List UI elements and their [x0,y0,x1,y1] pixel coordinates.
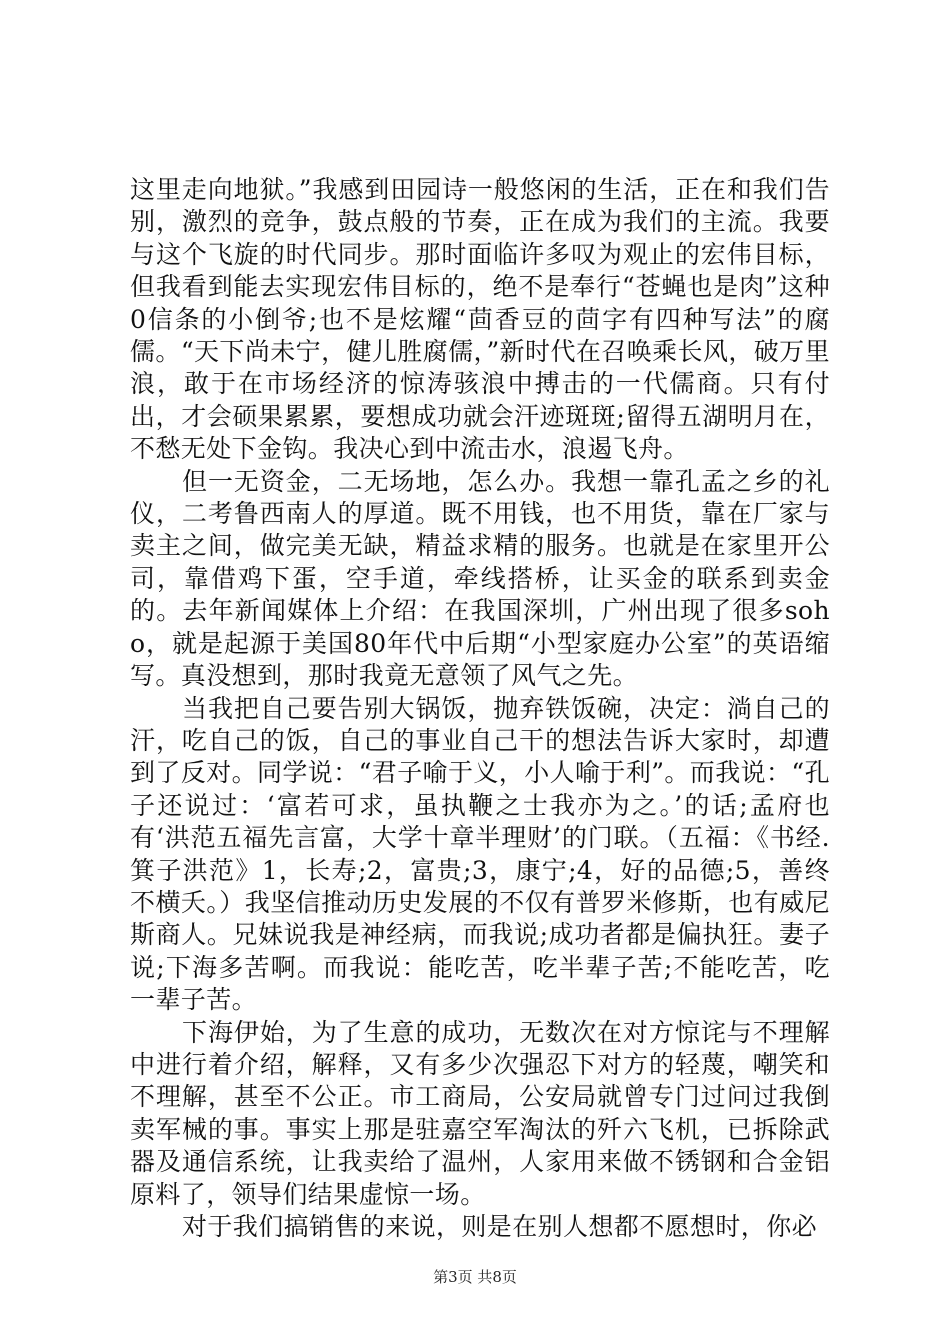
body-text [130,174,830,1243]
paragraph-4: 下海伊始，为了生意的成功，无数次在对方惊诧与不理解中进行着介绍，解释，又有多少次强忍下对方的轻蔑，嘲笑和不理解，甚至不公正。市工商局，公安局就曾专门过问过我倒卖军械的事。事实上那是驻嘉空军淘汰的歼六飞机，已拆除武器及通信系统，让我卖给了温州，人家用来做不锈钢和合金铝原料了，领导们结果虚惊一场。 [130,1017,830,1209]
paragraph-2: 但一无资金，二无场地，怎么办。我想一靠孔孟之乡的礼仪，二考鲁西南人的厚道。既不用钱，也不用货，靠在厂家与卖主之间，做完美无缺，精益求精的服务。也就是在家里开公司，靠借鸡下蛋，空手道，牵线搭桥，让买金的联系到卖金的。去年新闻媒体上介绍：在我国深圳，广州出现了很多soho，就是起源于美国80年代中后期“小型家庭办公室”的英语缩写。真没想到，那时我竟无意领了风气之先。 [130,466,830,691]
paragraph-3: 当我把自己要告别大锅饭，抛弃铁饭碗，决定：淌自己的汗，吃自己的饭，自己的事业自己干的想法告诉大家时，却遭到了反对。同学说：“君子喻于义，小人喻于利”。而我说：“孔子还说过：‘富若可求，虽执鞭之士我亦为之。’的话;孟府也有‘洪范五福先言富，大学十章半理财’的门联。（五福：《书经.箕子洪范》1，长寿;2，富贵;3，康宁;4，好的品德;5，善终不横夭。）我坚信推动历史发展的不仅有普罗米修斯，也有威尼斯商人。兄妹说我是神经病，而我说;成功者都是偏执狂。妻子说;下海多苦啊。而我说：能吃苦，吃半辈子苦;不能吃苦，吃一辈子苦。 [130,693,830,1015]
paragraph-1: 这里走向地狱。”我感到田园诗一般悠闲的生活，正在和我们告别，激烈的竞争，鼓点般的节奏，正在成为我们的主流。我要与这个飞旋的时代同步。那时面临许多叹为观止的宏伟目标，但我看到能去实现宏伟目标的，绝不是奉行“苍蝇也是肉”这种0信条的小倒爷;也不是炫耀“茴香豆的茴字有四种写法”的腐儒。“天下尚未宁，健儿胜腐儒，”新时代在召唤乘长风，破万里浪，敢于在市场经济的惊涛骇浪中搏击的一代儒商。只有付出，才会硕果累累，要想成功就会汗迹斑斑;留得五湖明月在，不愁无处下金钩。我决心到中流击水，浪遏飞舟。 [130,175,830,464]
page-number-footer: 第3页 共8页 [433,1268,517,1286]
paragraph-5: 对于我们搞销售的来说，则是在别人想都不愿想时，你必 [182,1212,818,1241]
